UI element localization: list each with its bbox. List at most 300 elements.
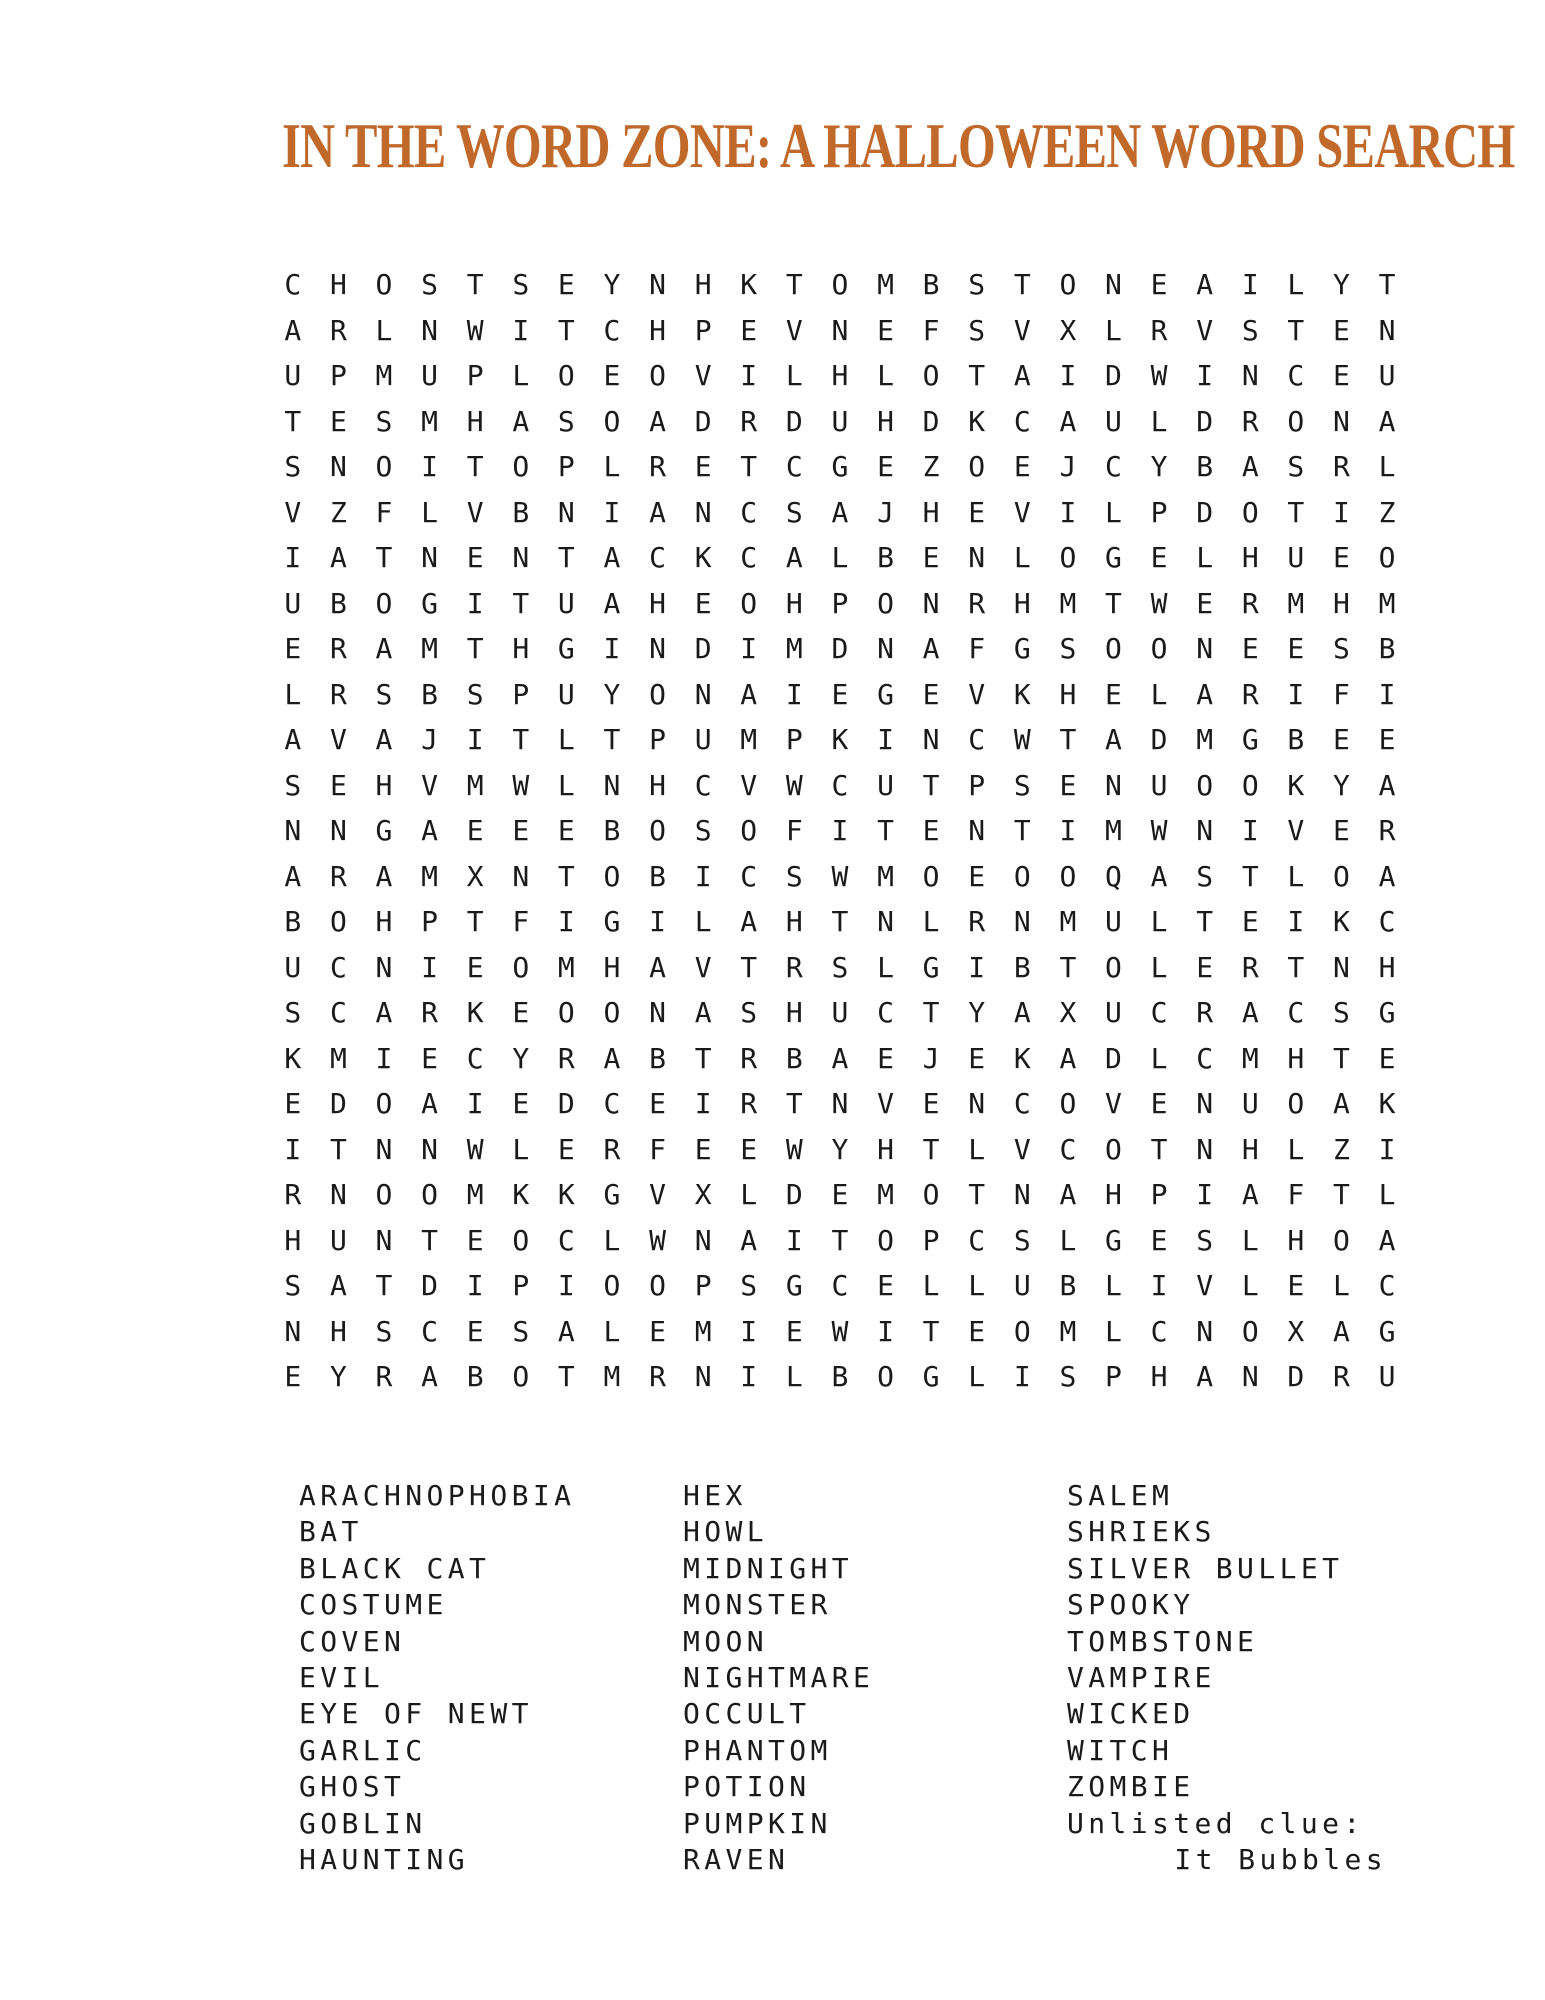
grid-letter: N bbox=[421, 313, 438, 347]
grid-letter: R bbox=[1241, 586, 1259, 620]
grid-letter: I bbox=[1150, 1269, 1168, 1302]
grid-letter: T bbox=[1059, 950, 1077, 984]
grid-letter: E bbox=[877, 1041, 894, 1075]
grid-letter: E bbox=[1150, 541, 1168, 574]
grid-letter: N bbox=[329, 814, 347, 847]
grid-letter: H bbox=[831, 359, 849, 392]
grid-letter: V bbox=[1196, 1269, 1214, 1302]
word-list-item: MONSTER bbox=[683, 1588, 832, 1622]
grid-letter: G bbox=[922, 950, 940, 984]
grid-letter: L bbox=[284, 677, 302, 711]
grid-letter: V bbox=[1013, 495, 1031, 529]
grid-letter: B bbox=[649, 859, 666, 893]
grid-letter: U bbox=[1378, 359, 1396, 392]
grid-letter: I bbox=[1059, 359, 1077, 392]
grid-letter: N bbox=[1013, 905, 1031, 938]
grid-letter: A bbox=[284, 723, 302, 756]
grid-letter: I bbox=[1059, 814, 1077, 847]
grid-letter: B bbox=[1287, 723, 1305, 756]
grid-letter: E bbox=[466, 950, 484, 984]
grid-letter: L bbox=[922, 1269, 940, 1302]
grid-letter: S bbox=[1196, 1223, 1214, 1257]
grid-letter: L bbox=[1333, 1269, 1350, 1302]
grid-letter: M bbox=[421, 632, 438, 665]
grid-letter: E bbox=[421, 1041, 438, 1075]
grid-letter: I bbox=[1378, 1132, 1396, 1166]
grid-letter: H bbox=[785, 586, 803, 620]
grid-letter: O bbox=[1378, 541, 1396, 574]
grid-letter: W bbox=[785, 768, 803, 802]
grid-letter: K bbox=[831, 723, 849, 756]
grid-letter: T bbox=[922, 996, 940, 1029]
grid-letter: V bbox=[284, 495, 302, 529]
grid-letter: T bbox=[1378, 268, 1396, 301]
grid-letter: M bbox=[1378, 586, 1396, 620]
grid-letter: C bbox=[1013, 404, 1031, 438]
grid-letter: S bbox=[831, 950, 849, 984]
grid-letter: E bbox=[557, 1132, 575, 1166]
grid-letter: I bbox=[1013, 1360, 1031, 1393]
grid-letter: B bbox=[649, 1041, 666, 1075]
grid-letter: E bbox=[694, 1132, 712, 1166]
grid-letter: E bbox=[1287, 632, 1305, 665]
grid-letter: H bbox=[1013, 586, 1031, 620]
grid-letter: A bbox=[1378, 404, 1396, 438]
grid-letter: H bbox=[649, 586, 666, 620]
word-list-item: WITCH bbox=[1067, 1733, 1174, 1767]
grid-letter: E bbox=[329, 768, 347, 802]
grid-letter: R bbox=[740, 1041, 758, 1075]
grid-letter: B bbox=[466, 1360, 484, 1393]
grid-letter: A bbox=[831, 495, 849, 529]
grid-letter: R bbox=[1150, 313, 1168, 347]
grid-letter: Z bbox=[1333, 1132, 1350, 1166]
grid-letter: D bbox=[1196, 495, 1214, 529]
grid-letter: C bbox=[1378, 905, 1396, 938]
grid-letter: N bbox=[694, 677, 712, 711]
grid-letter: I bbox=[1241, 814, 1259, 847]
grid-letter: I bbox=[512, 313, 530, 347]
grid-letter: A bbox=[329, 1269, 347, 1302]
grid-letter: H bbox=[785, 905, 803, 938]
grid-letter: M bbox=[785, 632, 803, 665]
grid-letter: C bbox=[649, 541, 666, 574]
grid-letter: T bbox=[922, 1132, 940, 1166]
grid-letter: N bbox=[512, 541, 530, 574]
grid-letter: E bbox=[877, 450, 894, 483]
grid-letter: Z bbox=[922, 450, 940, 483]
grid-letter: I bbox=[740, 1314, 758, 1348]
grid-letter: A bbox=[421, 1087, 438, 1120]
grid-letter: E bbox=[284, 632, 302, 665]
grid-letter: N bbox=[877, 905, 894, 938]
grid-letter: P bbox=[512, 677, 530, 711]
grid-letter: A bbox=[329, 541, 347, 574]
grid-letter: P bbox=[1150, 1178, 1168, 1211]
grid-letter: O bbox=[1059, 1087, 1077, 1120]
grid-letter: A bbox=[694, 996, 712, 1029]
grid-letter: T bbox=[512, 723, 530, 756]
grid-letter: S bbox=[375, 677, 393, 711]
grid-letter: X bbox=[466, 859, 484, 893]
grid-letter: E bbox=[785, 1314, 803, 1348]
grid-letter: J bbox=[922, 1041, 940, 1075]
grid-letter: A bbox=[1241, 996, 1259, 1029]
grid-letter: E bbox=[1105, 677, 1122, 711]
grid-letter: D bbox=[557, 1087, 575, 1120]
grid-letter: T bbox=[1287, 495, 1305, 529]
grid-letter: P bbox=[922, 1223, 940, 1257]
grid-letter: N bbox=[1105, 768, 1122, 802]
grid-letter: G bbox=[603, 1178, 621, 1211]
grid-letter: A bbox=[1059, 1041, 1077, 1075]
word-list-item: VAMPIRE bbox=[1067, 1660, 1216, 1694]
grid-letter: G bbox=[603, 905, 621, 938]
grid-letter: H bbox=[694, 268, 712, 301]
grid-letter: U bbox=[284, 586, 302, 620]
grid-letter: H bbox=[877, 1132, 894, 1166]
grid-letter: L bbox=[922, 905, 940, 938]
grid-letter: U bbox=[831, 404, 849, 438]
grid-letter: O bbox=[877, 1223, 894, 1257]
grid-letter: L bbox=[785, 1360, 803, 1393]
word-list-item: PHANTOM bbox=[683, 1733, 832, 1767]
grid-letter: A bbox=[1196, 268, 1214, 301]
grid-letter: W bbox=[785, 1132, 803, 1166]
grid-letter: E bbox=[1013, 450, 1031, 483]
grid-letter: T bbox=[1105, 586, 1122, 620]
grid-letter: T bbox=[466, 450, 484, 483]
grid-letter: N bbox=[694, 1360, 712, 1393]
grid-letter: A bbox=[603, 1041, 621, 1075]
grid-letter: G bbox=[1013, 632, 1031, 665]
grid-letter: P bbox=[1105, 1360, 1122, 1393]
grid-letter: E bbox=[512, 996, 530, 1029]
grid-letter: W bbox=[466, 1132, 484, 1166]
grid-letter: D bbox=[785, 1178, 803, 1211]
word-list-item: SALEM bbox=[1067, 1479, 1174, 1512]
grid-letter: D bbox=[694, 404, 712, 438]
grid-letter: V bbox=[1105, 1087, 1122, 1120]
grid-letter: B bbox=[329, 586, 347, 620]
grid-letter: S bbox=[1196, 859, 1214, 893]
grid-letter: U bbox=[557, 677, 575, 711]
grid-letter: L bbox=[968, 1360, 986, 1393]
grid-letter: G bbox=[785, 1269, 803, 1302]
grid-letter: R bbox=[968, 586, 986, 620]
grid-letter: K bbox=[1013, 1041, 1031, 1075]
grid-letter: L bbox=[1150, 1041, 1168, 1075]
grid-letter: F bbox=[968, 632, 986, 665]
grid-letter: N bbox=[968, 814, 986, 847]
grid-letter: T bbox=[1013, 814, 1031, 847]
grid-letter: S bbox=[1059, 632, 1077, 665]
grid-letter: N bbox=[968, 541, 986, 574]
grid-letter: A bbox=[1013, 996, 1031, 1029]
grid-letter: R bbox=[649, 450, 666, 483]
grid-letter: T bbox=[877, 814, 894, 847]
grid-letter: B bbox=[785, 1041, 803, 1075]
grid-letter: C bbox=[740, 859, 758, 893]
grid-letter: O bbox=[922, 1178, 940, 1211]
grid-letter: E bbox=[557, 814, 575, 847]
grid-letter: E bbox=[1287, 1269, 1305, 1302]
grid-letter: T bbox=[421, 1223, 438, 1257]
grid-letter: P bbox=[649, 723, 666, 756]
grid-letter: E bbox=[649, 1087, 666, 1120]
word-list-item: POTION bbox=[683, 1770, 811, 1804]
grid-letter: W bbox=[1150, 586, 1168, 620]
grid-letter: C bbox=[1150, 996, 1168, 1029]
grid-letter: T bbox=[1059, 723, 1077, 756]
grid-letter: T bbox=[557, 313, 575, 347]
grid-letter: S bbox=[284, 1269, 302, 1302]
grid-letter: H bbox=[1287, 1041, 1305, 1075]
grid-letter: C bbox=[968, 723, 986, 756]
grid-letter: E bbox=[968, 495, 986, 529]
grid-letter: I bbox=[466, 1269, 484, 1302]
grid-letter: R bbox=[284, 1178, 302, 1211]
grid-letter: L bbox=[877, 359, 894, 392]
grid-letter: N bbox=[557, 495, 575, 529]
grid-letter: U bbox=[1287, 541, 1305, 574]
grid-letter: C bbox=[603, 313, 621, 347]
grid-letter: E bbox=[1196, 950, 1214, 984]
grid-letter: O bbox=[375, 268, 393, 301]
grid-letter: A bbox=[1013, 359, 1031, 392]
grid-letter: A bbox=[1378, 1223, 1396, 1257]
grid-letter: P bbox=[557, 450, 575, 483]
grid-letter: T bbox=[375, 541, 393, 574]
grid-letter: Z bbox=[1378, 495, 1396, 529]
grid-letter: H bbox=[603, 950, 621, 984]
grid-letter: C bbox=[329, 996, 347, 1029]
grid-letter: M bbox=[1241, 1041, 1259, 1075]
grid-letter: W bbox=[1150, 814, 1168, 847]
grid-letter: Y bbox=[1150, 450, 1168, 483]
grid-letter: O bbox=[649, 677, 666, 711]
grid-letter: M bbox=[466, 1178, 484, 1211]
word-list-item: PUMPKIN bbox=[683, 1806, 832, 1840]
grid-letter: K bbox=[1378, 1087, 1396, 1120]
grid-letter: N bbox=[649, 996, 666, 1029]
grid-letter: N bbox=[1241, 359, 1259, 392]
word-list-item: HEX bbox=[683, 1479, 747, 1512]
grid-letter: D bbox=[1287, 1360, 1305, 1393]
grid-letter: L bbox=[1150, 950, 1168, 984]
grid-letter: L bbox=[512, 1132, 530, 1166]
grid-letter: A bbox=[740, 677, 758, 711]
grid-letter: T bbox=[1287, 950, 1305, 984]
grid-letter: N bbox=[421, 1132, 438, 1166]
grid-letter: T bbox=[1196, 905, 1214, 938]
grid-letter: A bbox=[1150, 859, 1168, 893]
grid-letter: I bbox=[831, 814, 849, 847]
grid-letter: M bbox=[694, 1314, 712, 1348]
grid-letter: E bbox=[1196, 586, 1214, 620]
grid-letter: L bbox=[375, 313, 393, 347]
grid-letter: H bbox=[329, 268, 347, 301]
grid-letter: A bbox=[1059, 404, 1077, 438]
grid-letter: S bbox=[968, 268, 986, 301]
grid-letter: P bbox=[831, 586, 849, 620]
grid-letter: E bbox=[740, 313, 758, 347]
grid-letter: A bbox=[740, 905, 758, 938]
grid-letter: N bbox=[1105, 268, 1122, 301]
grid-letter: L bbox=[603, 1223, 621, 1257]
grid-letter: T bbox=[922, 768, 940, 802]
grid-letter: Y bbox=[603, 268, 621, 301]
grid-letter: Z bbox=[329, 495, 347, 529]
grid-letter: S bbox=[740, 1269, 758, 1302]
grid-letter: B bbox=[1196, 450, 1214, 483]
grid-letter: A bbox=[375, 859, 393, 893]
grid-letter: N bbox=[603, 768, 621, 802]
grid-letter: N bbox=[329, 1178, 347, 1211]
grid-letter: Q bbox=[1105, 859, 1122, 893]
word-list-item: COSTUME bbox=[299, 1588, 448, 1622]
grid-letter: I bbox=[284, 541, 302, 574]
grid-letter: A bbox=[1333, 1087, 1350, 1120]
grid-letter: E bbox=[512, 1087, 530, 1120]
grid-letter: I bbox=[694, 1087, 712, 1120]
grid-letter: P bbox=[1150, 495, 1168, 529]
grid-letter: O bbox=[1105, 950, 1122, 984]
grid-letter: I bbox=[557, 1269, 575, 1302]
grid-letter: N bbox=[284, 814, 302, 847]
grid-letter: T bbox=[1013, 268, 1031, 301]
grid-letter: R bbox=[375, 1360, 393, 1393]
grid-letter: H bbox=[375, 905, 393, 938]
grid-letter: M bbox=[877, 859, 894, 893]
grid-letter: E bbox=[649, 1314, 666, 1348]
grid-letter: P bbox=[421, 905, 438, 938]
grid-letter: I bbox=[603, 495, 621, 529]
grid-letter: V bbox=[694, 359, 712, 392]
grid-letter: H bbox=[1287, 1223, 1305, 1257]
grid-letter: L bbox=[877, 950, 894, 984]
grid-letter: O bbox=[1241, 768, 1259, 802]
grid-letter: U bbox=[694, 723, 712, 756]
grid-letter: A bbox=[1378, 859, 1396, 893]
grid-letter: A bbox=[922, 632, 940, 665]
grid-letter: T bbox=[740, 950, 758, 984]
grid-letter: U bbox=[1105, 996, 1122, 1029]
grid-letter: F bbox=[1287, 1178, 1305, 1211]
page-title: IN THE WORD ZONE: A HALLOWEEN WORD SEARCH bbox=[282, 110, 1515, 181]
grid-letter: E bbox=[1378, 723, 1396, 756]
grid-letter: X bbox=[1287, 1314, 1305, 1348]
unlisted-clue-text: It Bubbles bbox=[1174, 1843, 1387, 1876]
grid-letter: E bbox=[968, 1041, 986, 1075]
grid-letter: C bbox=[785, 450, 803, 483]
grid-letter: L bbox=[557, 768, 575, 802]
grid-letter: A bbox=[831, 1041, 849, 1075]
grid-letter: K bbox=[557, 1178, 575, 1211]
grid-letter: S bbox=[284, 450, 302, 483]
grid-letter: R bbox=[329, 632, 347, 665]
grid-letter: S bbox=[1333, 632, 1350, 665]
grid-letter: T bbox=[557, 859, 575, 893]
grid-letter: H bbox=[649, 313, 666, 347]
grid-letter: T bbox=[968, 359, 986, 392]
grid-letter: C bbox=[1196, 1041, 1214, 1075]
grid-letter: J bbox=[1059, 450, 1077, 483]
grid-letter: R bbox=[1333, 450, 1350, 483]
grid-letter: E bbox=[1333, 359, 1350, 392]
grid-letter: I bbox=[1241, 268, 1259, 301]
grid-letter: A bbox=[1196, 1360, 1214, 1393]
grid-letter: E bbox=[1150, 1223, 1168, 1257]
grid-letter: S bbox=[1013, 1223, 1031, 1257]
grid-letter: L bbox=[1013, 541, 1031, 574]
word-list-item: MOON bbox=[683, 1624, 769, 1658]
grid-letter: U bbox=[1150, 768, 1168, 802]
grid-letter: K bbox=[968, 404, 986, 438]
grid-letter: A bbox=[421, 814, 438, 847]
word-list-item: COVEN bbox=[299, 1624, 406, 1658]
word-list-item: HOWL bbox=[683, 1515, 769, 1549]
grid-letter: V bbox=[649, 1178, 666, 1211]
grid-letter: E bbox=[877, 313, 894, 347]
grid-letter: A bbox=[1333, 1314, 1350, 1348]
grid-letter: I bbox=[1059, 495, 1077, 529]
grid-letter: L bbox=[1150, 404, 1168, 438]
grid-letter: E bbox=[1150, 1087, 1168, 1120]
grid-letter: O bbox=[603, 859, 621, 893]
grid-letter: H bbox=[466, 404, 484, 438]
grid-letter: I bbox=[785, 1223, 803, 1257]
grid-letter: S bbox=[968, 313, 986, 347]
grid-letter: D bbox=[1105, 1041, 1122, 1075]
grid-letter: G bbox=[1378, 996, 1396, 1029]
grid-letter: P bbox=[512, 1269, 530, 1302]
grid-letter: R bbox=[649, 1360, 666, 1393]
grid-letter: I bbox=[649, 905, 666, 938]
grid-letter: S bbox=[785, 859, 803, 893]
grid-letter: T bbox=[375, 1269, 393, 1302]
grid-letter: N bbox=[1013, 1178, 1031, 1211]
grid-letter: I bbox=[740, 1360, 758, 1393]
grid-letter: E bbox=[466, 541, 484, 574]
grid-letter: O bbox=[1059, 268, 1077, 301]
grid-letter: G bbox=[1105, 541, 1122, 574]
grid-letter: T bbox=[785, 1087, 803, 1120]
grid-letter: A bbox=[1105, 723, 1122, 756]
grid-letter: O bbox=[1196, 768, 1214, 802]
grid-letter: N bbox=[1196, 1314, 1214, 1348]
grid-letter: A bbox=[375, 632, 393, 665]
grid-letter: Y bbox=[831, 1132, 849, 1166]
grid-letter: T bbox=[922, 1314, 940, 1348]
grid-letter: U bbox=[1241, 1087, 1259, 1120]
grid-letter: A bbox=[785, 541, 803, 574]
grid-letter: F bbox=[375, 495, 393, 529]
grid-letter: U bbox=[831, 996, 849, 1029]
grid-letter: R bbox=[1378, 814, 1396, 847]
grid-letter: K bbox=[284, 1041, 302, 1075]
grid-letter: E bbox=[1333, 814, 1350, 847]
grid-letter: N bbox=[329, 450, 347, 483]
grid-letter: O bbox=[512, 1360, 530, 1393]
grid-letter: M bbox=[603, 1360, 621, 1393]
grid-letter: O bbox=[603, 404, 621, 438]
grid-letter: G bbox=[375, 814, 393, 847]
grid-letter: R bbox=[1333, 1360, 1350, 1393]
grid-letter: G bbox=[877, 677, 894, 711]
grid-letter: O bbox=[1333, 1223, 1350, 1257]
grid-letter: H bbox=[1241, 541, 1259, 574]
